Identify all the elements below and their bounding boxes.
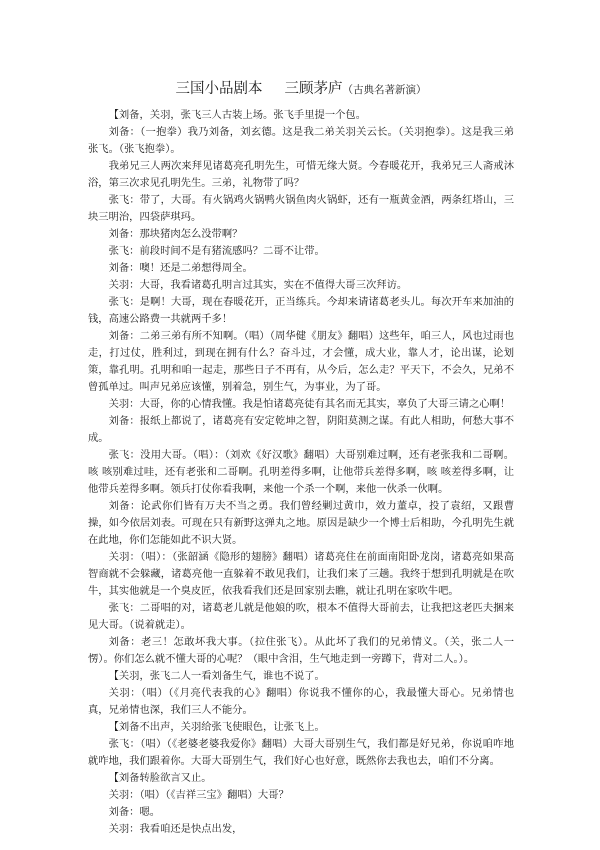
dialogue-line: 关羽：大哥，我看诸葛孔明言过其实，实在不值得大哥三次拜访。 [108, 279, 408, 291]
dialogue-line: 刘备：二弟三弟有所不知啊。（唱）（周华健《朋友》翻唱）这些年，咱三人，风也过雨也走，打过仗，胜利过，到现在拥有什么？奋斗过，才会懂，成大业，靠人才，论出谋，论划策，靠孔明。孔明和咱一起走，那些日子不再有，从今后，怎么走？平天下，不会久，兄弟不曾孤单过。叫声兄弟应该懂，别着急，别生气，为事业，为了哥。 [88, 330, 514, 393]
dialogue-line: 张飞：带了，大哥。有火锅鸡火锅鸭火锅鱼肉火锅虾，还有一瓶黄金酒，两条红塔山，三块三明治，四袋萨琪玛。 [88, 194, 514, 223]
dialogue-line: 我弟兄三人两次来拜见诸葛亮孔明先生，可惜无缘大贤。今春暖花开，我弟兄三人斋戒沐浴，第三次求见孔明先生。三弟，礼物带了吗？ [88, 160, 514, 189]
dialogue-line: 张飞：是啊！大哥，现在春暖花开，正当练兵。今却来请诸葛老头儿。每次开车来加油的钱，高速公路费一共就两千多！ [88, 296, 514, 325]
dialogue-line: 关羽：（唱）（《月亮代表我的心》翻唱）你说我不懂你的心，我最懂大哥心。兄弟情也真，兄弟情也深，我们三人不能分。 [88, 687, 514, 716]
stage-direction: 【刘备不出声，关羽给张飞使眼色，让张飞上。 [108, 721, 325, 733]
stage-direction: 【刘备，关羽，张飞三人古装上场。张飞手里提一个包。 [108, 109, 367, 121]
dialogue-line: 张飞：（唱）（《老婆老婆我爱你》翻唱）大哥大哥别生气，我们都是好兄弟，你说咱咋地就咋地，我们跟着你。大哥大哥别生气，我们好心也好意，既然你去我也去，咱们不分离。 [88, 738, 514, 767]
dialogue-line: 张飞：前段时间不是有猪流感吗？二哥不让带。 [108, 245, 325, 257]
dialogue-line: 张飞：没用大哥。（唱）：（刘欢《好汉歌》翻唱）大哥别难过啊，还有老张我和二哥啊。咳 咳别难过哇，还有老张和二哥啊。孔明差得多啊，让他带兵差得多啊，咳 咳差得多啊，让他带兵差得多啊。领兵打仗你看我啊，来他一个杀一个啊，来他一伙杀一伙啊。 [88, 449, 514, 495]
dialogue-line: 刘备：噢！还是二弟想得周全。 [108, 262, 253, 274]
dialogue-line: 张飞：二哥唱的对，诸葛老儿就是他娘的吹，根本不值得大哥前去，让我把这老匹夫捆来见大哥。（说着就走）。 [88, 602, 514, 631]
dialogue-line: 刘备：论武你们皆有万夫不当之勇。我们曾经剿过黄巾，效力董卓，投了袁绍，又跟曹操，如今依居刘表。可现在只有新野这弹丸之地。原因是缺少一个博士后相助，今孔明先生就在此地，你们怎能如此不识大贤。 [88, 500, 514, 546]
dialogue-line: 关羽：（唱）：（张韶涵《隐形的翅膀》翻唱）诸葛亮住在前面南阳卧龙岗，诸葛亮如果高智商就不会躲藏，诸葛亮他一直躲着不敢见我们，让我们来了三趟。我终于想到孔明就是在吹牛，其实他就是一个臭皮匠，依我看我们还是回家别去瞧，就让孔明在家吹牛吧。 [88, 551, 514, 597]
dialogue-line: 刘备：那块猪肉怎么没带啊？ [108, 228, 243, 240]
dialogue-line: 刘备：嗯。 [108, 806, 161, 818]
dialogue-line: 刘备：（一抱拳）我乃刘备，刘玄德。这是我二弟关羽关云长。（关羽抱拳）。这是我三弟张飞。（张飞抱拳）。 [88, 126, 514, 155]
play-subtitle: （古典名著新演） [342, 84, 427, 96]
stage-direction: 【刘备转脸欲言又止。 [108, 772, 212, 784]
script-body [88, 107, 514, 838]
title-line [88, 80, 514, 99]
dialogue-line: 关羽：我看咱还是快点出发， [108, 823, 243, 835]
dialogue-line: 刘备：报纸上都说了，诸葛亮有安定乾坤之智，阴阳莫测之谋。有此人相助，何愁大事不成。 [88, 415, 514, 444]
dialogue-line: 刘备：老三！怎敢坏我大事。（拉住张飞）。从此坏了我们的兄弟情义。（关，张二人一愣）。你们怎么就不懂大哥的心呢？（眼中含泪，生气地走到一旁蹲下，背对二人。）。 [88, 636, 514, 665]
dialogue-line: 关羽：（唱）（《吉祥三宝》翻唱）大哥？ [108, 789, 289, 801]
play-title: 三顾茅庐 [284, 81, 343, 97]
stage-direction: 【关羽，张飞二人一看刘备生气，谁也不说了。 [108, 670, 325, 682]
document-title: 三国小品剧本 [175, 81, 263, 97]
dialogue-line: 关羽：大哥，你的心情我懂。我是怕诸葛亮徒有其名而无其实，辜负了大哥三请之心啊！ [108, 398, 511, 410]
